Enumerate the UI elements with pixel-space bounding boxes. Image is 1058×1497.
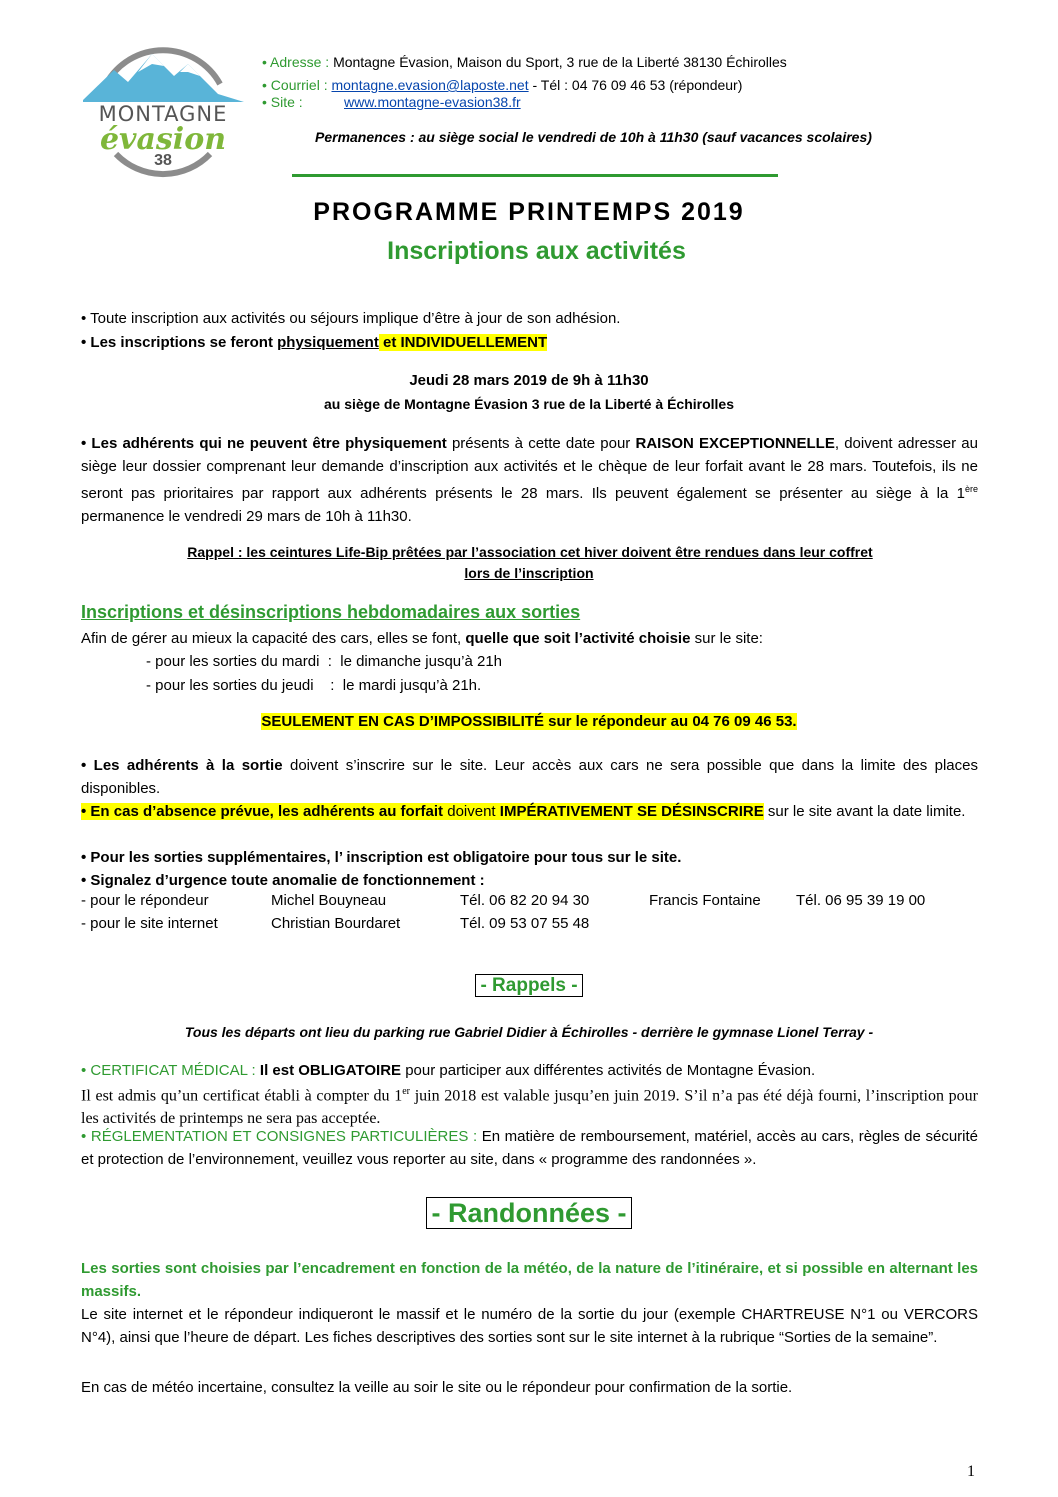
certificat-detail: Il est admis qu’un certificat établi à compter du 1er juin 2018 est valable jusqu’en juin 2019. S’il n’a pas été déjà fourni, l’inscription pour les activités de printemps ne sera pas acceptée. (81, 1086, 979, 1128)
contact-name: Michel Bouyneau (271, 892, 387, 909)
contact-role: - pour le répondeur (81, 892, 209, 909)
address-value: Montagne Évasion, Maison du Sport, 3 rue de la Liberté 38130 Échirolles (333, 54, 787, 70)
logo-word-evasion: évasion (99, 122, 227, 157)
contact-row (81, 915, 978, 938)
site-label: Site : (270, 94, 303, 110)
date-line-1: Jeudi 28 mars 2019 de 9h à 11h30 (409, 372, 649, 389)
contact-role: - pour le site internet (81, 915, 218, 932)
header-site: • Site : www.montagne-evasion38.fr (262, 94, 521, 110)
hebdo-heading: Inscriptions et désinscriptions hebdomadaires aux sorties (81, 602, 581, 622)
permanences: Permanences : au siège social le vendredi de 10h à 11h30 (sauf vacances scolaires) (315, 129, 872, 145)
header-divider (292, 174, 778, 177)
site-link[interactable]: www.montagne-evasion38.fr (344, 94, 521, 110)
contact-tel: Tél. 06 82 20 94 30 (460, 892, 590, 909)
contact-row (81, 892, 978, 915)
logo-word-montagne: MONTAGNE (98, 102, 228, 126)
contact-tel-2: Tél. 06 95 39 19 00 (796, 892, 926, 909)
email-link[interactable]: montagne.evasion@laposte.net (331, 77, 529, 93)
rule-4: • Signalez d’urgence toute anomalie de fonctionnement : (81, 872, 485, 889)
reglementation-paragraph: • RÉGLEMENTATION ET CONSIGNES PARTICULIÈRES : En matière de remboursement, matériel, accès au cars, règles de sécurité et protection de l’environnement, veuillez vous reporter au site, dans « programme des randonnées ». (81, 1128, 978, 1168)
rule-3: • Pour les sorties supplémentaires, l’ inscription est obligatoire pour tous sur le site. (81, 849, 682, 866)
address-label: Adresse : (270, 54, 330, 70)
departs-note: Tous les départs ont lieu du parking rue Gabriel Didier à Échirolles - derrière le gymnase Lionel Terray - (184, 1024, 874, 1040)
hebdo-item-2: - pour les sorties du jeudi : le mardi jusqu’à 21h. (146, 677, 482, 694)
contact-name-2: Francis Fontaine (649, 892, 761, 909)
rule-2: • En cas d’absence prévue, les adhérents au forfait doivent IMPÉRATIVEMENT SE DÉSINSCRIRE sur le site avant la date limite. (81, 803, 966, 820)
intro-bullet-2: • Les inscriptions se feront physiquement et INDIVIDUELLEMENT (81, 334, 548, 351)
randonnees-lead: Les sorties sont choisies par l’encadrement en fonction de la météo, de la nature de l’itinéraire, et si possible en alternant les massifs. (81, 1260, 978, 1300)
header-address: • Adresse : Montagne Évasion, Maison du Sport, 3 rue de la Liberté 38130 Échirolles (262, 54, 787, 70)
header-email: • Courriel : montagne.evasion@laposte.net - Tél : 04 76 09 46 53 (répondeur) (262, 77, 743, 93)
certificat-line: • CERTIFICAT MÉDICAL : Il est OBLIGATOIRE pour participer aux différentes activités de Montagne Évasion. (81, 1062, 816, 1079)
contact-name: Christian Bourdaret (271, 915, 401, 932)
page-number: 1 (967, 1463, 975, 1480)
page-title: PROGRAMME PRINTEMPS 2019 (313, 198, 745, 226)
rappel-line-1: Rappel : les ceintures Life-Bip prêtées par l’association cet hiver doivent être rendues dans leur coffret (187, 544, 873, 560)
randonnees-heading: - Randonnées - (0, 1198, 1058, 1229)
hebdo-intro: Afin de gérer au mieux la capacité des cars, elles se font, quelle que soit l’activité choisie sur le site: (81, 630, 763, 647)
absent-paragraph: • Les adhérents qui ne peuvent être physiquement présents à cette date pour RAISON EXCEPTIONNELLE, doivent adresser au siège leur dossier comprenant leur demande d’inscription aux activités et le chèque de leur forfait avant le 28 mars. Toutefois, ils ne seront pas prioritaires par rapport aux adhérents présents le 28 mars. Ils peuvent également se présenter au siège à la 1ère permanence le vendredi 29 mars de 10h à 11h30. (81, 435, 978, 525)
randonnees-p1: Le site internet et le répondeur indiqueront le massif et le numéro de la sortie du jour (exemple CHARTREUSE N°1 ou VERCORS N°4), ainsi que l’heure de départ. Les fiches descriptives des sorties sont sur le site internet à la rubrique “Sorties de la semaine”. (81, 1306, 978, 1346)
rappel-line-2: lors de l’inscription (464, 565, 594, 581)
rule-1: • Les adhérents à la sortie doivent s’inscrire sur le site. Leur accès aux cars ne sera possible que dans la limite des places disponibles. (81, 757, 978, 797)
hebdo-item-1: - pour les sorties du mardi : le dimanche jusqu’à 21h (146, 653, 503, 670)
logo-number: 38 (154, 152, 172, 169)
email-label: Courriel : (270, 77, 328, 93)
rappels-heading: - Rappels - (0, 975, 1058, 997)
date-line-2: au siège de Montagne Évasion 3 rue de la Liberté à Échirolles (323, 396, 735, 412)
seulement-notice: SEULEMENT EN CAS D’IMPOSSIBILITÉ sur le répondeur au 04 76 09 46 53. (261, 713, 797, 730)
contact-tel: Tél. 09 53 07 55 48 (460, 915, 590, 932)
intro-bullet-1: • Toute inscription aux activités ou séjours implique d’être à jour de son adhésion. (81, 310, 621, 327)
phone-text: - Tél : 04 76 09 46 53 (répondeur) (528, 77, 743, 93)
page-subtitle: Inscriptions aux activités (387, 237, 686, 265)
randonnees-p2: En cas de météo incertaine, consultez la veille au soir le site ou le répondeur pour confirmation de la sortie. (81, 1379, 793, 1396)
logo (78, 36, 248, 182)
